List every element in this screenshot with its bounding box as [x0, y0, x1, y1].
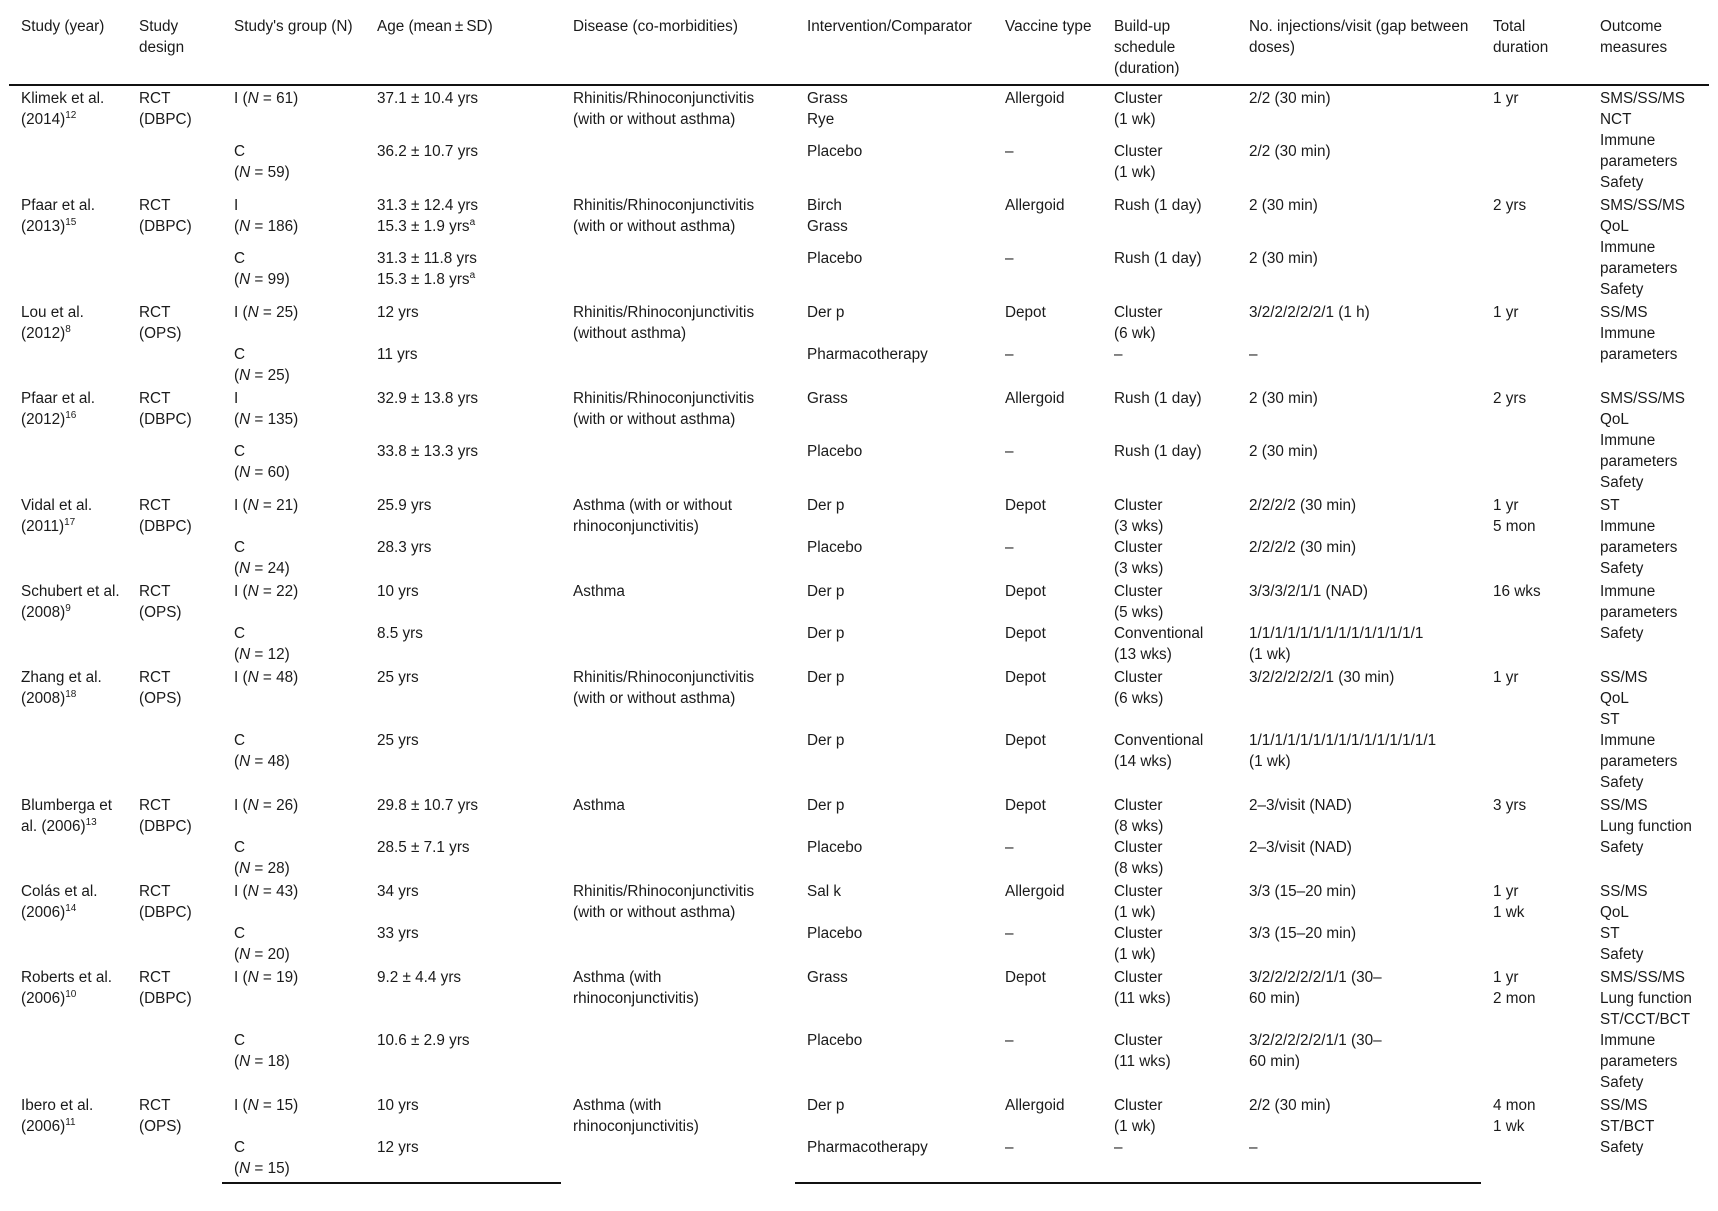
duration-cell: 1 yr 5 mon: [1493, 497, 1536, 535]
intervention-cell: Der p: [807, 1097, 845, 1114]
injections-cell: 2/2 (30 min): [1249, 1097, 1331, 1114]
injections-cell: 3/2/2/2/2/2/1/1 (30– 60 min): [1249, 969, 1382, 1007]
injections-cell: 3/2/2/2/2/2/1/1 (30– 60 min): [1249, 1032, 1382, 1071]
duration-cell: 2 yrs: [1493, 197, 1527, 214]
vaccine-cell: Depot: [1005, 797, 1046, 814]
header-vaccine: Vaccine type: [993, 6, 1102, 85]
reference-number: 18: [65, 688, 77, 700]
buildup-cell: Rush (1 day): [1114, 442, 1202, 460]
group-cell: I (N = 21): [234, 497, 299, 514]
buildup-cell: –: [1114, 346, 1123, 363]
injections-cell: 2/2/2/2 (30 min): [1249, 539, 1357, 556]
group-cell: C (N = 24): [234, 539, 290, 577]
table-row: [9, 141, 1709, 193]
age-cell: 9.2 ± 4.4 yrs: [377, 969, 462, 986]
group-cell: C (N = 15): [222, 1137, 365, 1183]
intervention-cell: Placebo: [807, 142, 863, 160]
disease-cell: Rhinitis/Rhinoconjunctivitis (with or without asthma): [573, 883, 759, 921]
buildup-cell: Cluster (3 wks): [1114, 497, 1164, 535]
group-cell: C (N = 12): [234, 625, 290, 663]
disease-cell: Rhinitis/Rhinoconjunctivitis (with or without asthma): [573, 669, 759, 707]
vaccine-cell: –: [1005, 442, 1014, 460]
table-row: [9, 837, 1709, 879]
outcome-cell: SMS/SS/MS QoL Immune parameters Safety: [1600, 390, 1685, 491]
duration-cell: 16 wks: [1493, 583, 1541, 600]
design-cell: RCT (DBPC): [139, 969, 192, 1007]
disease-cell: Rhinitis/Rhinoconjunctivitis (with or without asthma): [573, 390, 759, 428]
buildup-cell: Cluster (6 wks): [1114, 669, 1164, 707]
group-cell: I (N = 186): [234, 197, 299, 235]
table-row: [9, 344, 1709, 386]
reference-number: 10: [65, 988, 77, 1000]
intervention-cell: Placebo: [807, 539, 863, 556]
design-cell: RCT (OPS): [139, 304, 182, 342]
disease-cell: Asthma (with or without rhinoconjunctivitis): [573, 497, 737, 535]
vaccine-cell: –: [1005, 249, 1014, 267]
intervention-cell: Der p: [807, 669, 845, 686]
injections-cell: –: [1237, 1137, 1481, 1183]
disease-cell: Asthma (with rhinoconjunctivitis): [573, 1097, 699, 1135]
disease-cell: Rhinitis/Rhinoconjunctivitis (without asthma): [573, 304, 759, 342]
injections-cell: 2/2/2/2 (30 min): [1249, 497, 1357, 514]
duration-cell: 1 yr: [1493, 669, 1519, 686]
age-cell: 36.2 ± 10.7 yrs: [377, 142, 479, 160]
reference-number: 13: [85, 816, 97, 828]
injections-cell: 2 (30 min): [1249, 197, 1318, 214]
vaccine-cell: Allergoid: [1005, 883, 1065, 900]
table-row: [9, 85, 1709, 141]
buildup-cell: –: [1102, 1137, 1237, 1183]
design-cell: RCT (OPS): [139, 1097, 182, 1135]
reference-number: 14: [65, 902, 77, 914]
table-row: [9, 579, 1709, 623]
intervention-cell: Placebo: [807, 1032, 863, 1050]
age-cell: 33 yrs: [377, 925, 419, 942]
age-cell: 31.3 ± 11.8 yrs 15.3 ± 1.8 yrs$^a$: [377, 249, 477, 288]
study-cell: Roberts et al. $(2006)^{10}$: [21, 969, 117, 1007]
study-cell: Schubert et al. $(2008)^9$: [21, 583, 124, 621]
reference-number: 8: [65, 323, 71, 335]
table-row: [9, 493, 1709, 537]
intervention-cell: Placebo: [807, 839, 863, 856]
disease-cell: Asthma: [573, 583, 625, 600]
age-cell: 34 yrs: [377, 883, 419, 900]
vaccine-cell: –: [993, 1137, 1102, 1183]
table-row: [9, 1030, 1709, 1093]
intervention-cell: Der p: [807, 732, 845, 750]
group-cell: I (N = 22): [234, 583, 299, 600]
group-cell: C (N = 48): [234, 732, 290, 771]
group-cell: I (N = 61): [234, 90, 299, 107]
study-cell: Pfaar et al. $(2013)^{15}$: [21, 197, 100, 235]
table-row: [9, 300, 1709, 344]
vaccine-cell: –: [1005, 346, 1014, 363]
outcome-cell: Immune parameters Safety: [1600, 583, 1678, 642]
design-cell: RCT (DBPC): [139, 883, 192, 921]
intervention-cell: Placebo: [807, 442, 863, 460]
table-row: [9, 793, 1709, 837]
buildup-cell: Cluster (1 wk): [1114, 1097, 1163, 1135]
header-disease: Disease (co-morbidities): [561, 6, 795, 85]
age-cell: 10 yrs: [377, 1097, 419, 1114]
intervention-cell: Der p: [807, 625, 845, 642]
intervention-cell: Grass Rye: [807, 90, 848, 128]
buildup-cell: Rush (1 day): [1114, 390, 1202, 407]
group-cell: I (N = 43): [234, 883, 299, 900]
intervention-cell: Placebo: [807, 925, 863, 942]
outcome-cell: SMS/SS/MS Lung function ST/CCT/BCT Immune parameters Safety: [1600, 969, 1692, 1091]
vaccine-cell: –: [1005, 839, 1014, 856]
vaccine-cell: Depot: [1005, 969, 1046, 986]
group-cell: C (N = 59): [234, 142, 290, 181]
disease-cell: Asthma: [573, 797, 625, 814]
vaccine-cell: Allergoid: [1005, 90, 1065, 107]
vaccine-cell: –: [1005, 142, 1014, 160]
age-cell: 37.1 ± 10.4 yrs: [377, 90, 479, 107]
vaccine-cell: –: [1005, 539, 1014, 556]
header-study: Study (year): [9, 6, 127, 85]
age-footnote-mark: a: [469, 269, 476, 281]
age-cell: 29.8 ± 10.7 yrs: [377, 797, 479, 814]
age-cell: 10.6 ± 2.9 yrs: [377, 1032, 470, 1050]
vaccine-cell: Depot: [1005, 304, 1046, 321]
group-cell: I (N = 48): [234, 669, 299, 686]
design-cell: RCT (DBPC): [139, 390, 192, 428]
group-cell: I (N = 135): [234, 390, 299, 428]
intervention-cell: Pharmacotherapy: [807, 346, 928, 363]
outcome-cell: SS/MS Lung function Safety: [1600, 797, 1692, 856]
intervention-cell: Sal k: [807, 883, 842, 900]
buildup-cell: Cluster (11 wks): [1114, 969, 1171, 1007]
intervention-cell: Grass: [807, 390, 848, 407]
outcome-cell: SMS/SS/MS QoL Immune parameters Safety: [1600, 197, 1685, 298]
duration-cell: 2 yrs: [1493, 390, 1527, 407]
outcome-cell: SS/MS ST/BCT Safety: [1600, 1097, 1655, 1156]
buildup-cell: Cluster (1 wk): [1114, 925, 1163, 963]
outcome-cell: SS/MS QoL ST Safety: [1600, 883, 1648, 963]
duration-cell: 3 yrs: [1493, 797, 1527, 814]
header-injections: No. injections/visit (gap between doses): [1237, 6, 1481, 85]
age-cell: 33.8 ± 13.3 yrs: [377, 442, 479, 460]
injections-cell: 1/1/1/1/1/1/1/1/1/1/1/1/1/1 (1 wk): [1249, 625, 1424, 663]
buildup-cell: Cluster (6 wk): [1114, 304, 1163, 342]
buildup-cell: Cluster (11 wks): [1114, 1032, 1171, 1071]
table-row: [9, 1093, 1709, 1137]
design-cell: RCT (DBPC): [139, 90, 192, 128]
intervention-cell: Grass: [807, 969, 848, 986]
table-row: [9, 879, 1709, 923]
group-cell: I (N = 19): [234, 969, 299, 986]
group-cell: C (N = 60): [234, 442, 290, 481]
vaccine-cell: Depot: [1005, 732, 1046, 750]
buildup-cell: Conventional (14 wks): [1114, 732, 1204, 771]
header-intervention: Intervention/Comparator: [795, 6, 993, 85]
group-cell: C (N = 99): [234, 249, 290, 288]
age-cell: 32.9 ± 13.8 yrs: [377, 390, 479, 407]
reference-number: 15: [65, 216, 77, 228]
study-cell: Zhang et al. $(2008)^{18}$: [21, 669, 107, 707]
age-cell: 25 yrs: [377, 732, 419, 750]
injections-cell: 2–3/visit (NAD): [1249, 797, 1352, 814]
studies-table: [9, 6, 1709, 1184]
injections-cell: 3/2/2/2/2/2/1 (30 min): [1249, 669, 1395, 686]
disease-cell: Asthma (with rhinoconjunctivitis): [573, 969, 699, 1007]
intervention-cell: Der p: [807, 304, 845, 321]
header-design: Study design: [127, 6, 222, 85]
design-cell: RCT (OPS): [139, 583, 182, 621]
table-row: [9, 537, 1709, 579]
table-row: [9, 965, 1709, 1030]
vaccine-cell: Depot: [1005, 497, 1046, 514]
table-row: [9, 665, 1709, 730]
age-cell: 12 yrs: [377, 304, 419, 321]
age-footnote-mark: a: [469, 216, 476, 228]
vaccine-cell: Allergoid: [1005, 197, 1065, 214]
age-cell: 11 yrs: [377, 346, 418, 363]
table-body: [9, 85, 1709, 1183]
age-cell: 8.5 yrs: [377, 625, 423, 642]
design-cell: RCT (OPS): [139, 669, 182, 707]
table-row: [9, 923, 1709, 965]
disease-cell: Rhinitis/Rhinoconjunctivitis (with or without asthma): [573, 90, 759, 128]
outcome-cell: SMS/SS/MS NCT Immune parameters Safety: [1600, 90, 1685, 191]
injections-cell: 2 (30 min): [1249, 249, 1318, 267]
reference-number: 12: [65, 109, 77, 121]
intervention-cell: Pharmacotherapy: [795, 1137, 993, 1183]
vaccine-cell: –: [1005, 1032, 1014, 1050]
injections-cell: 3/3 (15–20 min): [1249, 925, 1357, 942]
duration-cell: 1 yr: [1493, 304, 1519, 321]
age-cell: 10 yrs: [377, 583, 419, 600]
buildup-cell: Conventional (13 wks): [1114, 625, 1204, 663]
group-cell: I (N = 26): [234, 797, 299, 814]
table-row: [9, 623, 1709, 665]
intervention-cell: Placebo: [807, 249, 863, 267]
buildup-cell: Cluster (1 wk): [1114, 90, 1163, 128]
vaccine-cell: –: [1005, 925, 1014, 942]
reference-number: 9: [65, 602, 71, 614]
outcome-cell: ST Immune parameters Safety: [1600, 497, 1678, 577]
study-cell: Pfaar et al. $(2012)^{16}$: [21, 390, 100, 428]
buildup-cell: Cluster (1 wk): [1114, 142, 1163, 181]
table-row: [9, 193, 1709, 248]
design-cell: RCT (DBPC): [139, 797, 192, 835]
age-cell: 28.3 yrs: [377, 539, 432, 556]
outcome-cell: SS/MS Immune parameters: [1600, 304, 1678, 363]
header-age: Age (mean ± SD): [365, 6, 561, 85]
disease-cell: Rhinitis/Rhinoconjunctivitis (with or without asthma): [573, 197, 759, 235]
group-cell: C (N = 28): [234, 839, 290, 877]
buildup-cell: Cluster (3 wks): [1114, 539, 1164, 577]
group-cell: C (N = 20): [234, 925, 290, 963]
injections-cell: 2/2 (30 min): [1249, 142, 1331, 160]
duration-cell: 4 mon 1 wk: [1493, 1097, 1536, 1135]
header-buildup: Build-up schedule (duration): [1102, 6, 1237, 85]
vaccine-cell: Depot: [1005, 669, 1046, 686]
injections-cell: 2/2 (30 min): [1249, 90, 1331, 107]
table-container: [9, 6, 1709, 1184]
injections-cell: 3/2/2/2/2/2/1 (1 h): [1249, 304, 1370, 321]
buildup-cell: Cluster (5 wks): [1114, 583, 1164, 621]
reference-number: 17: [64, 516, 76, 528]
duration-cell: 1 yr 1 wk: [1493, 883, 1525, 921]
reference-number: 16: [65, 409, 77, 421]
vaccine-cell: Depot: [1005, 583, 1046, 600]
table-row: [9, 248, 1709, 300]
group-cell: C (N = 18): [234, 1032, 290, 1071]
study-cell: Lou et al. $(2012)^8$: [21, 304, 89, 342]
intervention-cell: Der p: [807, 497, 845, 514]
injections-cell: 1/1/1/1/1/1/1/1/1/1/1/1/1/1/1 (1 wk): [1249, 732, 1437, 771]
table-row: [9, 730, 1709, 793]
table-row: [9, 441, 1709, 493]
outcome-cell: SS/MS QoL ST Immune parameters Safety: [1600, 669, 1678, 791]
buildup-cell: Cluster (1 wk): [1114, 883, 1163, 921]
intervention-cell: Der p: [807, 797, 845, 814]
injections-cell: 3/3 (15–20 min): [1249, 883, 1357, 900]
buildup-cell: Cluster (8 wks): [1114, 797, 1164, 835]
study-cell: Colás et al. $(2006)^{14}$: [21, 883, 102, 921]
group-cell: I (N = 25): [234, 304, 299, 321]
study-cell: Klimek et al. $(2014)^{12}$: [21, 90, 109, 128]
vaccine-cell: Depot: [1005, 625, 1046, 642]
vaccine-cell: Allergoid: [1005, 390, 1065, 407]
age-cell: 25 yrs: [377, 669, 419, 686]
injections-cell: 3/3/3/2/1/1 (NAD): [1249, 583, 1369, 600]
study-cell: Vidal et al. $(2011)^{17}$: [21, 497, 97, 535]
age-cell: 28.5 ± 7.1 yrs: [377, 839, 470, 856]
intervention-cell: Birch Grass: [807, 197, 848, 235]
table-row: [9, 386, 1709, 441]
reference-number: 11: [65, 1116, 76, 1128]
injections-cell: 2–3/visit (NAD): [1249, 839, 1352, 856]
age-cell: 25.9 yrs: [377, 497, 432, 514]
duration-cell: 1 yr: [1493, 90, 1519, 107]
duration-cell: 1 yr 2 mon: [1493, 969, 1536, 1007]
intervention-cell: Der p: [807, 583, 845, 600]
age-cell: 31.3 ± 12.4 yrs 15.3 ± 1.9 yrs$^a$: [377, 197, 479, 235]
age-cell: 12 yrs: [365, 1137, 561, 1183]
vaccine-cell: Allergoid: [1005, 1097, 1065, 1114]
header-group: Study's group (N): [222, 6, 365, 85]
study-cell: Blumberga et al. $(2006)^{13}$: [21, 797, 117, 835]
injections-cell: 2 (30 min): [1249, 390, 1318, 407]
buildup-cell: Rush (1 day): [1114, 197, 1202, 214]
header-outcome: Outcome measures: [1588, 6, 1709, 85]
group-cell: C (N = 25): [234, 346, 290, 384]
design-cell: RCT (DBPC): [139, 197, 192, 235]
study-cell: Ibero et al. $(2006)^{11}$: [21, 1097, 98, 1135]
table-row: [9, 1137, 1709, 1183]
header-duration: Total duration: [1481, 6, 1588, 85]
design-cell: RCT (DBPC): [139, 497, 192, 535]
buildup-cell: Rush (1 day): [1114, 249, 1202, 267]
group-cell: I (N = 15): [234, 1097, 299, 1114]
injections-cell: 2 (30 min): [1249, 442, 1318, 460]
injections-cell: –: [1249, 346, 1258, 363]
header-row: [9, 6, 1709, 85]
buildup-cell: Cluster (8 wks): [1114, 839, 1164, 877]
